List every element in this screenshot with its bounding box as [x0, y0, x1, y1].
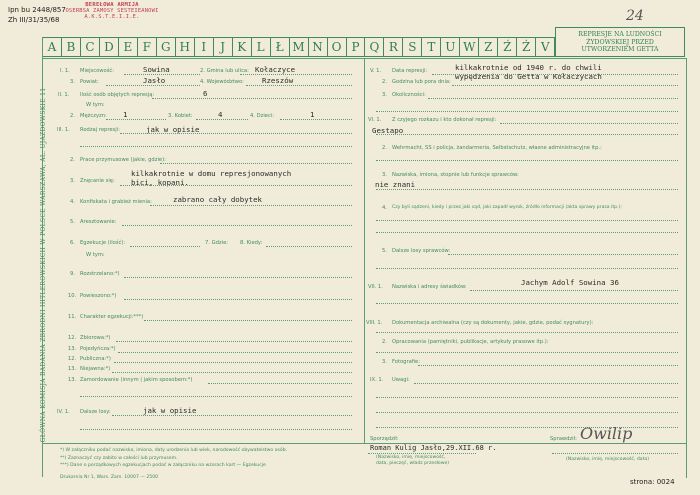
title-line-3: UTWORZENIEM GETTA	[581, 46, 659, 54]
left-iv1-num: IV. 1.	[57, 409, 70, 415]
left-iii1-num: III. 1.	[57, 127, 70, 133]
left-kobiet-label: 3. Kobiet:	[168, 113, 193, 119]
left-ii1-num: II. 1.	[58, 92, 70, 98]
alphabet-letter: G	[157, 38, 176, 56]
footer-sprawdzil: Sprawdził:	[550, 436, 577, 442]
fill-line	[376, 232, 678, 233]
left-wtym: W tym:	[86, 102, 105, 108]
fill-line	[240, 74, 352, 75]
alphabet-letter: Q	[365, 38, 384, 56]
left-ii1-value: 6	[203, 89, 208, 98]
fill-line	[112, 415, 352, 416]
left-r11-num: 11.	[68, 314, 77, 320]
frame-right	[686, 58, 687, 478]
footer-caption-left-1: (Nazwisko, imię, miejscowość,	[376, 455, 446, 460]
fill-line	[122, 225, 352, 226]
alphabet-letter: Ź	[498, 38, 517, 56]
fill-line	[376, 111, 678, 112]
footer-caption-left-2: data, pieczęć, władz przesłowe)	[376, 461, 450, 466]
fill-line	[80, 396, 352, 397]
fill-line	[368, 453, 476, 454]
fill-line	[552, 453, 678, 454]
left-iii3-value-2: bici, kopani.	[131, 178, 189, 187]
left-iii4-num: 4.	[70, 199, 75, 205]
fill-line	[452, 85, 678, 86]
alphabet-letter: V	[540, 40, 550, 54]
left-iii6-kiedy: 8. Kiedy:	[240, 240, 263, 246]
left-r10-label: Powieszono:*)	[80, 293, 117, 299]
right-vi4-label: Czy byli sądzeni, kiedy i przez jaki sąd, jaki zapadł wyrok, źródło informacji (akta sprawy prasa itp.):	[392, 205, 622, 210]
fill-line	[500, 123, 678, 124]
fill-line	[118, 352, 352, 353]
right-vi3-label: Nazwiska, imiona, stopnie lub funkcje sprawców:	[392, 172, 519, 178]
right-vii-label: Nazwiska i adresy świadków:	[392, 284, 467, 290]
left-iv1-value: jak w opisie	[143, 406, 197, 415]
right-vii-value: Jachym Adolf Sowina 36	[521, 278, 619, 287]
left-iii3-label: Znęcanie się:	[80, 178, 115, 184]
frame-bottom	[42, 443, 686, 444]
alphabet-letter: T	[422, 38, 441, 56]
left-woj-value: Rzeszów	[262, 76, 294, 85]
alphabet-letter: W	[460, 38, 479, 56]
left-gmina-label: 2. Gmina lub ulica:	[200, 68, 249, 74]
left-r12b-label: Publiczna:*)	[80, 356, 111, 362]
title-box	[555, 27, 685, 57]
alphabet-letter: Z	[479, 38, 498, 56]
left-dzieci-label: 4. Dzieci:	[250, 113, 274, 119]
handwritten-page-number: 24	[626, 8, 644, 24]
left-iii1-value: jak w opisie	[146, 125, 200, 134]
right-vii-num: VII. 1.	[368, 284, 383, 290]
fill-line	[80, 429, 352, 430]
footer-sign-value: Roman Kulig Jasło,29.XII.68 r.	[370, 444, 497, 452]
fill-line	[106, 85, 200, 86]
left-r10-num: 10.	[68, 293, 77, 299]
fill-line	[376, 332, 678, 333]
right-viii2-num: 2.	[382, 339, 387, 345]
stamp-line-1: BEREŁOWA ARMIJA	[85, 2, 139, 8]
footnote-2: **) Zaznaczyć czy zabito w całości lub przymusem.	[60, 456, 178, 461]
fill-line	[116, 341, 352, 342]
alphabet-letter: N	[309, 38, 328, 56]
title-line-2: ŻYDOWSKIEJ PRZED	[586, 38, 654, 46]
fill-line	[124, 277, 352, 278]
left-ii2-num: 2.	[70, 113, 75, 119]
right-v2-num: 2.	[382, 79, 387, 85]
right-vi3-value: nie znani	[375, 180, 416, 189]
fill-line	[414, 383, 678, 384]
fill-line	[106, 119, 166, 120]
right-vi1-num: VI. 1.	[368, 117, 382, 123]
left-iii2-label: Prace przymusowe (jakie, gdzie):	[80, 157, 166, 163]
fill-line	[376, 134, 678, 135]
left-gmina-value: Kołaczyce	[255, 65, 296, 74]
left-iii5-num: 5.	[70, 219, 75, 225]
stamp-line-2: OSERBSA ZAMOSY SESTEIEANOWI	[65, 8, 159, 14]
right-vi3-num: 3.	[382, 172, 387, 178]
red-archive-stamp	[53, 2, 171, 34]
left-wtym2: W tym:	[86, 252, 105, 258]
alphabet-letter: M	[290, 38, 309, 56]
left-iii3-num: 3.	[70, 178, 75, 184]
right-v2-label: Godzina lub pora dnia:	[392, 79, 451, 85]
right-viii1-num: VIII. 1.	[366, 320, 383, 326]
column-divider	[364, 58, 365, 443]
alphabet-letter: A	[43, 38, 62, 56]
alphabet-letter: P	[347, 38, 366, 56]
right-ix-num: IX. 1.	[370, 377, 384, 383]
alphabet-letter: J	[214, 38, 233, 56]
title-line-1: REPRESJE NA LUDNOŚCI	[578, 31, 662, 38]
left-iii2-num: 2.	[70, 157, 75, 163]
fill-line	[376, 427, 678, 428]
left-r9-num: 9.	[70, 271, 75, 277]
right-v1-value: kilkakrotnie od 1940 r. do chwili	[455, 63, 602, 72]
left-r12-num: 12.	[68, 335, 77, 341]
left-r12b-num: 12.	[68, 356, 77, 362]
fill-line	[376, 397, 678, 398]
fill-line	[120, 185, 352, 186]
alphabet-letter: C	[81, 38, 100, 56]
left-r11-label: Charakter egzekucji:***)	[80, 314, 144, 320]
footer-caption-right: (Nazwisko, imię, miejscowość, data)	[566, 457, 650, 462]
right-viii1-label: Dokumentacja archiwalna (czy są dokumenty, jakie, gdzie, podać sygnatury):	[392, 320, 594, 326]
left-dzieci-value: 1	[310, 110, 315, 119]
right-v1-num: V. 1.	[370, 68, 382, 74]
right-viii2-label: Opracowania (pamiętniki, publikacje, artykuły prasowe itp.):	[392, 339, 549, 345]
fill-line	[376, 352, 678, 353]
left-i3-value: Jasło	[143, 76, 166, 85]
footer-sporzadzil: Sporządził:	[370, 436, 399, 442]
alphabet-index-strip	[42, 37, 555, 57]
fill-line	[208, 383, 352, 384]
alphabet-letter: K	[233, 38, 252, 56]
footnote-1: *) W załączniku podać nazwiska, imiona, daty urodzenia lub wiek, narodowość obywatelstwo osób.	[60, 448, 288, 453]
fill-line	[376, 220, 678, 221]
left-r12-label: Zbiorowa:*)	[80, 335, 111, 341]
fill-line	[376, 303, 678, 304]
fill-line	[470, 290, 678, 291]
left-woj-label: 4. Województwo:	[200, 79, 244, 85]
right-gestapo: Gestapo	[372, 126, 404, 135]
right-viii3-label: Fotografie:	[392, 359, 420, 365]
alphabet-letter: E	[119, 38, 138, 56]
fill-line	[448, 254, 678, 255]
footnote-3: ***) Dane o porządkowych egzekucjach podać w załączniku na wzorach kart — Egzekucje	[60, 463, 266, 468]
fill-line	[114, 362, 352, 363]
right-ix-label: Uwagi:	[392, 377, 410, 383]
left-iii4-value: zabrano cały dobytek	[173, 195, 262, 204]
alphabet-letter: H	[176, 38, 195, 56]
stamp-line-3: A.K.S.T.E.I.I.E.	[84, 14, 140, 20]
left-r12a-label: Pojedyńcza:*)	[80, 346, 116, 352]
right-vi5-num: 5.	[382, 248, 387, 254]
fill-line	[160, 163, 352, 164]
fill-line	[112, 372, 352, 373]
fill-line	[376, 189, 678, 190]
fill-line	[376, 412, 678, 413]
alphabet-letter: Ł	[271, 38, 290, 56]
alphabet-letter: Ż	[517, 38, 536, 56]
left-i1-label: Miejscowość:	[80, 68, 114, 74]
alphabet-letter: S	[403, 38, 422, 56]
left-r13-num: 13.	[68, 377, 77, 383]
fill-line	[246, 85, 352, 86]
alphabet-letter: L	[252, 38, 271, 56]
fill-line	[80, 146, 352, 147]
alphabet-letter: F	[138, 38, 157, 56]
fill-line	[144, 320, 352, 321]
right-v3-num: 3.	[382, 92, 387, 98]
left-r12c-label: Niejawna:*)	[80, 366, 111, 372]
left-i3-label: Powiat:	[80, 79, 99, 85]
right-vi2-num: 2.	[382, 145, 387, 151]
footer-signature: Owilip	[580, 424, 633, 443]
fill-line	[266, 246, 352, 247]
fill-line	[418, 365, 678, 366]
archive-ref-1: Ipn bu 2448/857	[8, 6, 66, 14]
alphabet-letter: U	[441, 38, 460, 56]
left-iii6-label: Egzekucje (ilość):	[80, 240, 126, 246]
left-r9-label: Rozstrzelano:*)	[80, 271, 120, 277]
fill-line	[152, 98, 352, 99]
alphabet-letter: D	[100, 38, 119, 56]
fill-line	[120, 133, 352, 134]
fill-line	[376, 160, 678, 161]
left-iii4-label: Konfiskata i grabież mienia:	[80, 199, 152, 205]
right-v1-label: Data represji:	[392, 68, 428, 74]
right-v2-value: wypędzenia do Getta w Kołaczycach	[455, 72, 602, 81]
fill-line	[124, 299, 352, 300]
right-vi1-label: Z czyjego rozkazu i kto dokonał represji:	[392, 117, 497, 123]
left-r12a-num: 13.	[68, 346, 77, 352]
right-v3-label: Okoliczności:	[392, 92, 426, 98]
left-iii1-label: Rodzaj represji:	[80, 127, 120, 133]
right-vi4-num: 4.	[382, 205, 387, 211]
left-r13-label: Zamordowanie (innym | jakim sposobem:*)	[80, 377, 193, 383]
left-ii2-label: Mężczyzn:	[80, 113, 107, 119]
left-i1-num: I. 1.	[60, 68, 70, 74]
archive-ref-2: Zh III/31/35/68	[8, 16, 60, 24]
alphabet-letter: R	[384, 38, 403, 56]
right-vi5-label: Dalsze losy sprawców:	[392, 248, 451, 254]
fill-line	[428, 98, 678, 99]
left-r12c-num: 13.	[68, 366, 77, 372]
fill-line	[376, 268, 678, 269]
fill-line	[150, 205, 352, 206]
left-kobiet-value: 4	[218, 110, 223, 119]
fill-line	[124, 74, 200, 75]
left-i3-num: 3.	[70, 79, 75, 85]
alphabet-letter: O	[328, 38, 347, 56]
left-i1-value: Sowina	[143, 65, 170, 74]
right-viii3-num: 3.	[382, 359, 387, 365]
commission-vertical-text: GŁÓWNA KOMISJA BADANIA ZBRODNI HITLEROWSKICH W POLSCE WARSZAWA, AL. UJAZDOWSKIE 11	[40, 87, 47, 443]
left-iii5-label: Aresztowanie:	[80, 219, 117, 225]
left-iii6-gdzie: 7. Gdzie:	[205, 240, 229, 246]
right-vi2-label: Wehrmacht, SS i policja, żandarmeria, Selbstschutz, własne administracyjne itp.:	[392, 145, 602, 151]
printer-note: Drukarnia Nr 1, Wars. Zam. 10007 — 2500	[60, 475, 159, 480]
fill-line	[130, 246, 200, 247]
left-ii1-label: Ilość osób objętych represją:	[80, 92, 155, 98]
left-iv1-label: Dalsze losy:	[80, 409, 111, 415]
alphabet-letter: B	[62, 38, 81, 56]
left-ii2-value: 1	[123, 110, 128, 119]
left-iii6-num: 6.	[70, 240, 75, 246]
fill-line	[280, 119, 352, 120]
left-iii3-value-1: kilkakrotnie w domu represjonowanych	[131, 169, 292, 178]
alphabet-letter: I	[195, 38, 214, 56]
fill-line	[196, 119, 248, 120]
page-label: strona: 0024	[630, 478, 675, 486]
